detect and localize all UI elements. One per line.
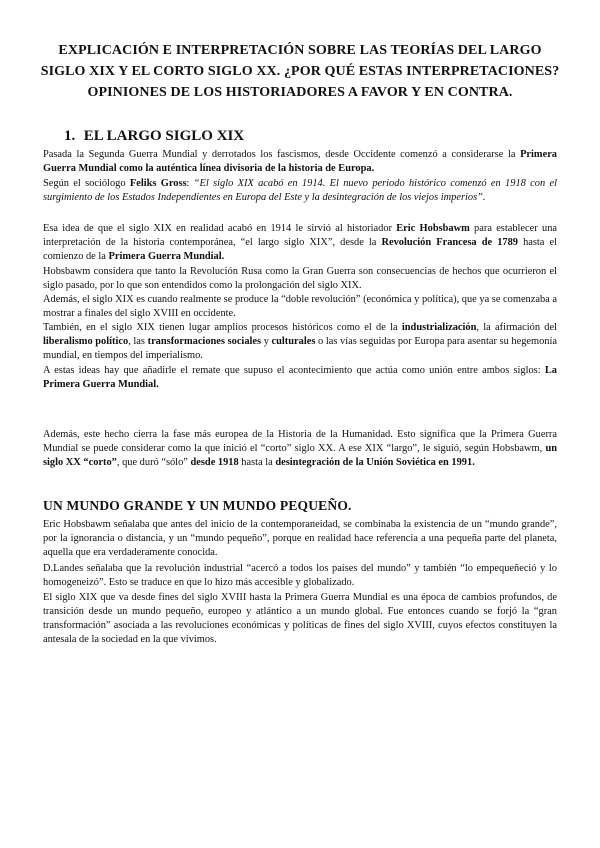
paragraph-doble-revolucion: Además, el siglo XIX es cuando realmente se produce la “doble revolución” (económica y política), que ya se comenzaba a mostrar a finales del siglo XVIII en occidente. xyxy=(43,294,557,319)
bold-eric-hobsbawm: Eric Hobsbawm xyxy=(396,223,470,234)
bold-desintegracion-union-sovietica: desintegración de la Unión Soviética en 1991. xyxy=(275,456,475,468)
bold-revolucion-francesa: Revolución Francesa de 1789 xyxy=(381,236,518,248)
section-heading-text: EL LARGO SIGLO XIX xyxy=(83,128,245,144)
bold-desde-1918: desde 1918 xyxy=(190,456,239,468)
italic-quote: “El siglo XIX acabó en 1914. El nuevo periodo histórico comenzó en 1918 con el surgimiento de los Estados Independientes en Europa del Este y la desintegración de los viejos imperios”. xyxy=(43,178,557,203)
paragraph-procesos-historicos: También, en el siglo XIX tienen lugar amplios procesos históricos como el de la industrialización, la afirmación del liberalismo político, las transformaciones sociales y culturales o las vías seguidas por Europa para asentar su hegemonía mundial, en tiempos del imperialismo. xyxy=(43,322,558,361)
paragraph-feliks-gross-quote: Según el sociólogo Feliks Gross: “El siglo XIX acabó en 1914. El nuevo periodo histórico comenzó en 1918 con el surgimiento de los Estados Independientes en Europa del Este y la desintegración de los viejos imperios”. xyxy=(43,178,557,203)
paragraph-gran-transformacion: El siglo XIX que va desde fines del siglo XVIII hasta la Primera Guerra Mundial es una época de cambios profundos, de transición desde un mundo pequeño, europeo y atlántico a un mundo global. Fue entonces cuando se forjó la “gran transformación” asociada a las revoluciones económicas y políticas de fines del siglo XVIII, cuyos efectos constituyen la antesala de la sociedad en la que vivimos. xyxy=(43,592,557,645)
bold-primera-guerra-mundial: Primera Guerra Mundial. xyxy=(108,250,225,262)
paragraph-corto-siglo-xx: Además, este hecho cierra la fase más europea de la Historia de la Humanidad. Esto significa que la Primera Guerra Mundial se puede considerar como la que inició el “corto” siglo XX. A ese XIX “largo”, le siguió, según Hobsbawm, un siglo XX “corto”, que duró “sólo” desde 1918 hasta la desintegración de la Unión Soviética en 1991. xyxy=(43,429,557,468)
bold-transformaciones-sociales: transformaciones sociales xyxy=(147,335,262,347)
section-number: 1. xyxy=(64,128,76,144)
section-heading-largo-siglo-xix xyxy=(64,127,244,145)
bold-primera-guerra-linea-divisoria: Primera Guerra Mundial como la auténtica línea divisoria de la historia de Europa. xyxy=(43,149,557,174)
paragraph-mundo-grande-pequeno: Eric Hobsbawm señalaba que antes del inicio de la contemporaneidad, se combinaba la existencia de un “mundo grande”, por la ignorancia o distancia, y un “mundo pequeño”, porque en realidad hace referencia a una pequeña parte del planeta, aquella que era verdaderamente conocida. xyxy=(43,519,557,558)
bold-siglo-xx-corto: un siglo XX “corto” xyxy=(43,442,557,468)
paragraph-posguerra: Pasada la Segunda Guerra Mundial y derrotados los fascismos, desde Occidente comenzó a considerarse la Primera Guerra Mundial como la auténtica línea divisoria de la historia de Europa. xyxy=(43,149,557,174)
bold-industrializacion: industrialización xyxy=(401,322,477,333)
paragraph-remate: A estas ideas hay que añadirle el remate que supuso el acontecimiento que actúa como unión entre ambos siglos: La Primera Guerra Mundial. xyxy=(43,365,557,390)
section-heading-mundo-grande: UN MUNDO GRANDE Y UN MUNDO PEQUEÑO. xyxy=(43,498,352,513)
paragraph-revolucion-rusa: Hobsbawm considera que tanto la Revolución Rusa como la Gran Guerra son consecuencias de hechos que ocurrieron el siglo pasado, por lo que son entendidos como la prolongación del siglo XIX. xyxy=(43,266,557,291)
bold-la-primera-guerra-mundial: La Primera Guerra Mundial. xyxy=(43,365,557,390)
paragraph-landes: D.Landes señalaba que la revolución industrial “acercó a todos los países del mundo” y también “lo empequeñeció y lo homogeneizó”. Esto se traduce en que lo hizo más accesible y globalizado. xyxy=(43,563,557,588)
bold-culturales: culturales xyxy=(271,335,316,347)
bold-liberalismo-politico: liberalismo político xyxy=(43,335,129,347)
paragraph-hobsbawm-interpretacion: Esa idea de que el siglo XIX en realidad acabó en 1914 le sirvió al historiador Eric Hobsbawm para establecer una interpretación de la historia contemporánea, “el largo siglo XIX”, desde la Revolución Francesa de 1789 hasta el comienzo de la Primera Guerra Mundial. xyxy=(43,223,558,262)
document-title: EXPLICACIÓN E INTERPRETACIÓN SOBRE LAS TEORÍAS DEL LARGO SIGLO XIX Y EL CORTO SIGLO XX. ¿POR QUÉ ESTAS INTERPRETACIONES? OPINIONES DE LOS HISTORIADORES A FAVOR Y EN CONTRA. xyxy=(40,43,560,100)
bold-feliks-gross: Feliks Gross xyxy=(129,178,187,189)
